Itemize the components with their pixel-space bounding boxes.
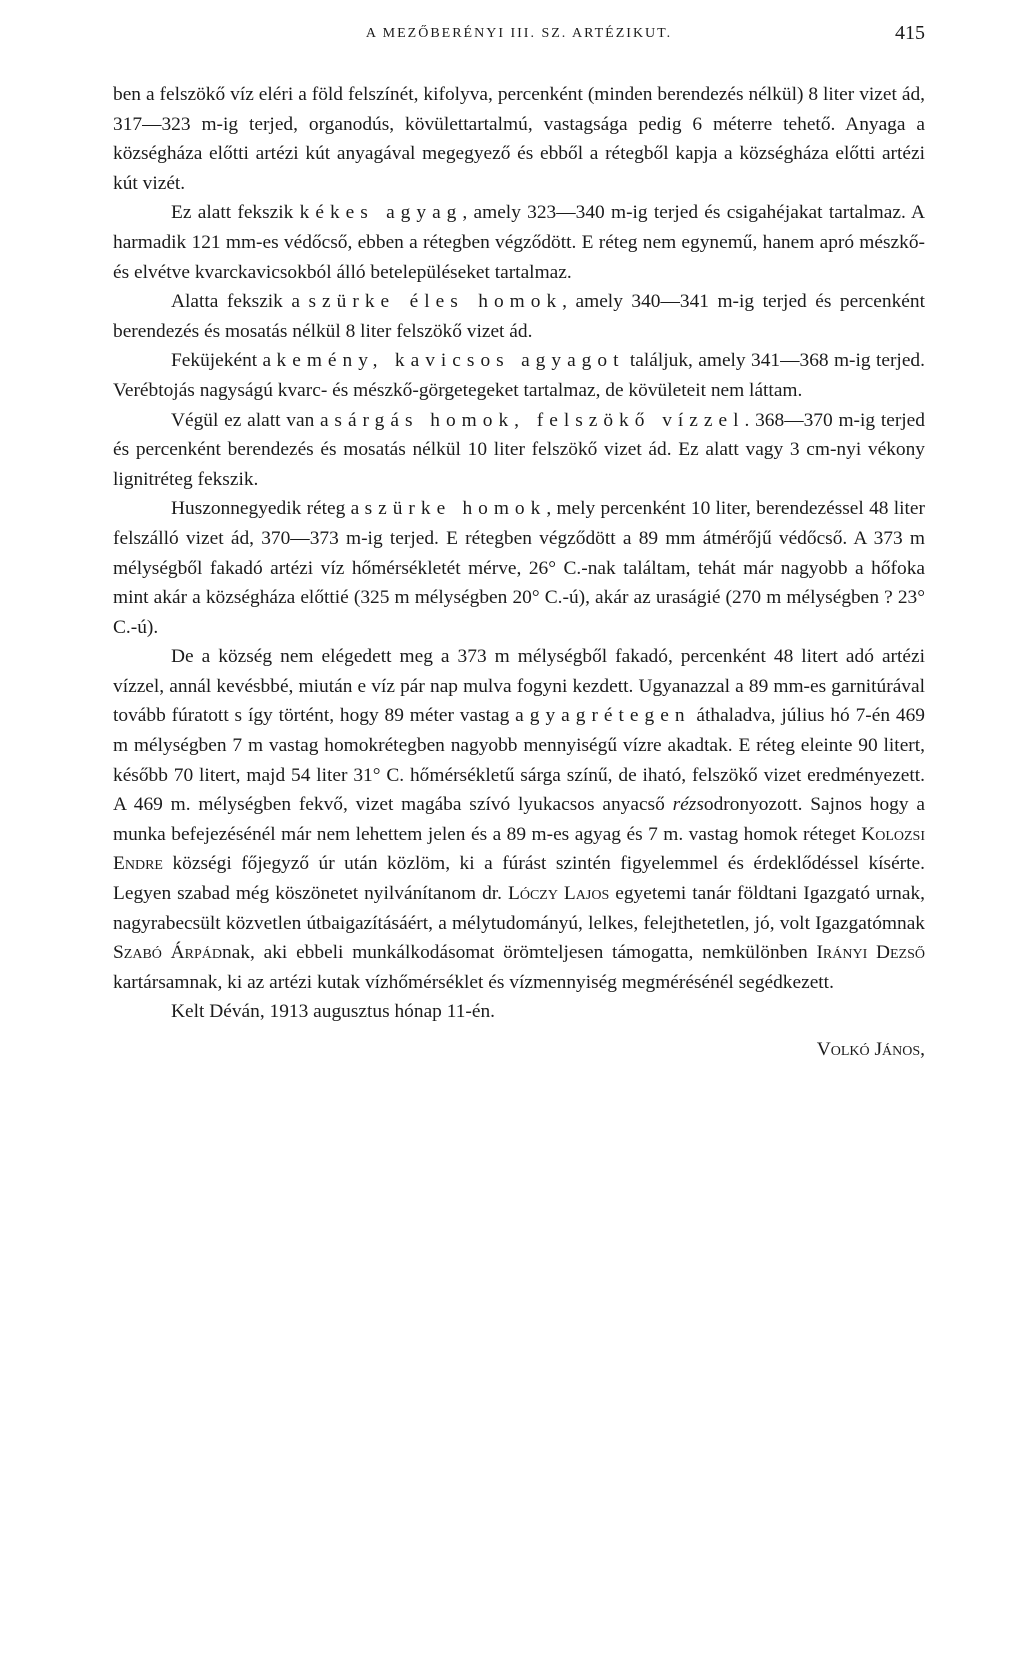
dateline: Kelt Déván, 1913 augusztus hónap 11-én. bbox=[171, 1001, 495, 1023]
person-name: Kolozsi Endre bbox=[113, 823, 925, 875]
person-name: Irányi Dezső bbox=[816, 942, 925, 964]
body-text bbox=[113, 80, 925, 1065]
paragraph-text: De a község nem elégedett meg a 373 m mélységből fakadó, percenként 48 litert adó artézi vízzel, annál kevésbbé, miután e víz pár nap mulva fogyni kezdett. Ugyanazzal a 89 mm-es garnitúrával tovább fúratott s így történt, hogy 89 méter vastag bbox=[113, 646, 925, 727]
paragraph-text: kartársamnak, ki az artézi kutak vízhőmérséklet és vízmennyiség megmérésénél segédkezett. bbox=[113, 971, 834, 993]
paragraph-4 bbox=[113, 346, 925, 405]
paragraph-7 bbox=[113, 642, 925, 997]
person-name: Lóczy Lajos bbox=[508, 883, 610, 905]
paragraph-text: , amely 323—340 m-ig terjed és csigahéjakat tartalmaz. A harmadik 121 mm-es védőcső, ebben a rétegben végződött. E réteg nem egynemű, hanem apró mészkő- és elvétve kvarckavicsokból álló betelepüléseket tartalmaz. bbox=[113, 202, 925, 283]
paragraph-text: Huszonnegyedik réteg a bbox=[171, 498, 360, 520]
paragraph-2 bbox=[113, 198, 925, 287]
paragraph-5 bbox=[113, 406, 925, 495]
spaced-term: szürke homok bbox=[364, 498, 547, 520]
paragraph-text: egyetemi tanár földtani Igazgató urnak, nagyrabecsült közvetlen útbaigazításáért, a mélytudományú, lelkes, felejthetetlen, jó, volt Igazgatómnak bbox=[113, 883, 925, 934]
spaced-term: szürke éles homok bbox=[308, 291, 563, 313]
paragraph-text: odronyozott. Sajnos hogy a munka befejezésénél már nem lehettem jelen és a 89 m-es agyag és 7 m. vastag homok réteget bbox=[113, 794, 925, 845]
spaced-term: sárgás homok, felszökő vízzel bbox=[334, 409, 745, 431]
paragraph-text: ben a felszökő víz eléri a föld felszínét, kifolyva, percenként (minden berendezés nélkül) 8 liter vizet ád, 317—323 m-ig terjed, organodús, kövülettartalmú, vastagsága pedig 6 méterre tehető. Anyaga a községháza előtti artézi kút anyagával megegyező és ebből a rétegből kapja a községháza előtti artézi kút vizét. bbox=[113, 84, 925, 194]
book-page bbox=[113, 18, 925, 1065]
paragraph-text: Ez alatt fekszik bbox=[171, 202, 294, 224]
signature: Volkó János, bbox=[816, 1039, 925, 1060]
spaced-term: kemény, kavicsos agyagot bbox=[276, 350, 625, 372]
paragraph-text: találjuk, amely 341—368 m-ig terjed. Verébtojás nagyságú kvarc- és mészkő-görgetegeket tartalmaz, de kövületeit nem láttam. bbox=[113, 350, 925, 401]
spaced-term: kékes agyag bbox=[299, 202, 463, 224]
paragraph-text: . 368—370 m-ig terjed és percenként berendezés és mosatás nélkül 10 liter felszökő vizet ád. Ez alatt vagy 3 cm-nyi vékony lignitréteg fekszik. bbox=[113, 409, 925, 490]
page-number: 415 bbox=[895, 22, 925, 44]
paragraph-1 bbox=[113, 80, 925, 198]
paragraph-text: nak, aki ebbeli munkálkodásomat örömteljesen támogatta, nemkülönben bbox=[222, 942, 808, 964]
spaced-term: agyagrétegen bbox=[515, 705, 691, 727]
running-head bbox=[113, 18, 925, 52]
paragraph-text: áthaladva, július hó 7-én 469 m mélységben 7 m vastag homokrétegben nagyobb mennyiségű vízre akadtak. E réteg eleinte 90 litert, később 70 litert, majd 54 liter 31° C. hőmérsékletű sárga színű, de iható, felszökő vizet eredményezett. A 469 m. mélységben fekvő, vizet magába szívó lyukacsos anyacső bbox=[113, 705, 925, 816]
paragraph-text: Alatta fekszik a bbox=[171, 291, 300, 313]
paragraph-text: Feküjeként a bbox=[171, 350, 272, 372]
paragraph-text: , mely percenként 10 liter, berendezéssel 48 liter felszálló vizet ád, 370—373 m-ig terjed. E rétegben végződött a 89 mm átmérőjű védőcső. A 373 m mélységből fakadó artézi víz hőmérsékletét mérve, 26° C.-nak találtam, tehát már nagyobb a hőfoka mint akár a községháza előttié (325 m mélységben 20° C.-ú), akár az uraságié (270 m mélységben ? 23° C.-ú). bbox=[113, 498, 925, 638]
person-name: Szabó Árpád bbox=[113, 942, 223, 964]
paragraph-3 bbox=[113, 287, 925, 346]
paragraph-text: Végül ez alatt van a bbox=[171, 409, 329, 431]
running-title: A MEZŐBERÉNYI III. SZ. ARTÉZIKUT. bbox=[365, 26, 673, 41]
paragraph-text: , amely 340—341 m-ig terjed és percenként berendezés és mosatás nélkül 8 liter felszökő vizet ád. bbox=[113, 291, 925, 342]
italic-term: rézs bbox=[672, 794, 704, 816]
paragraph-6 bbox=[113, 494, 925, 642]
paragraph-text: községi főjegyző úr után közlöm, ki a fúrást szintén figyelemmel és érdeklődéssel kísérte. Legyen szabad még köszönetet nyilvánítanom dr. bbox=[113, 853, 925, 905]
